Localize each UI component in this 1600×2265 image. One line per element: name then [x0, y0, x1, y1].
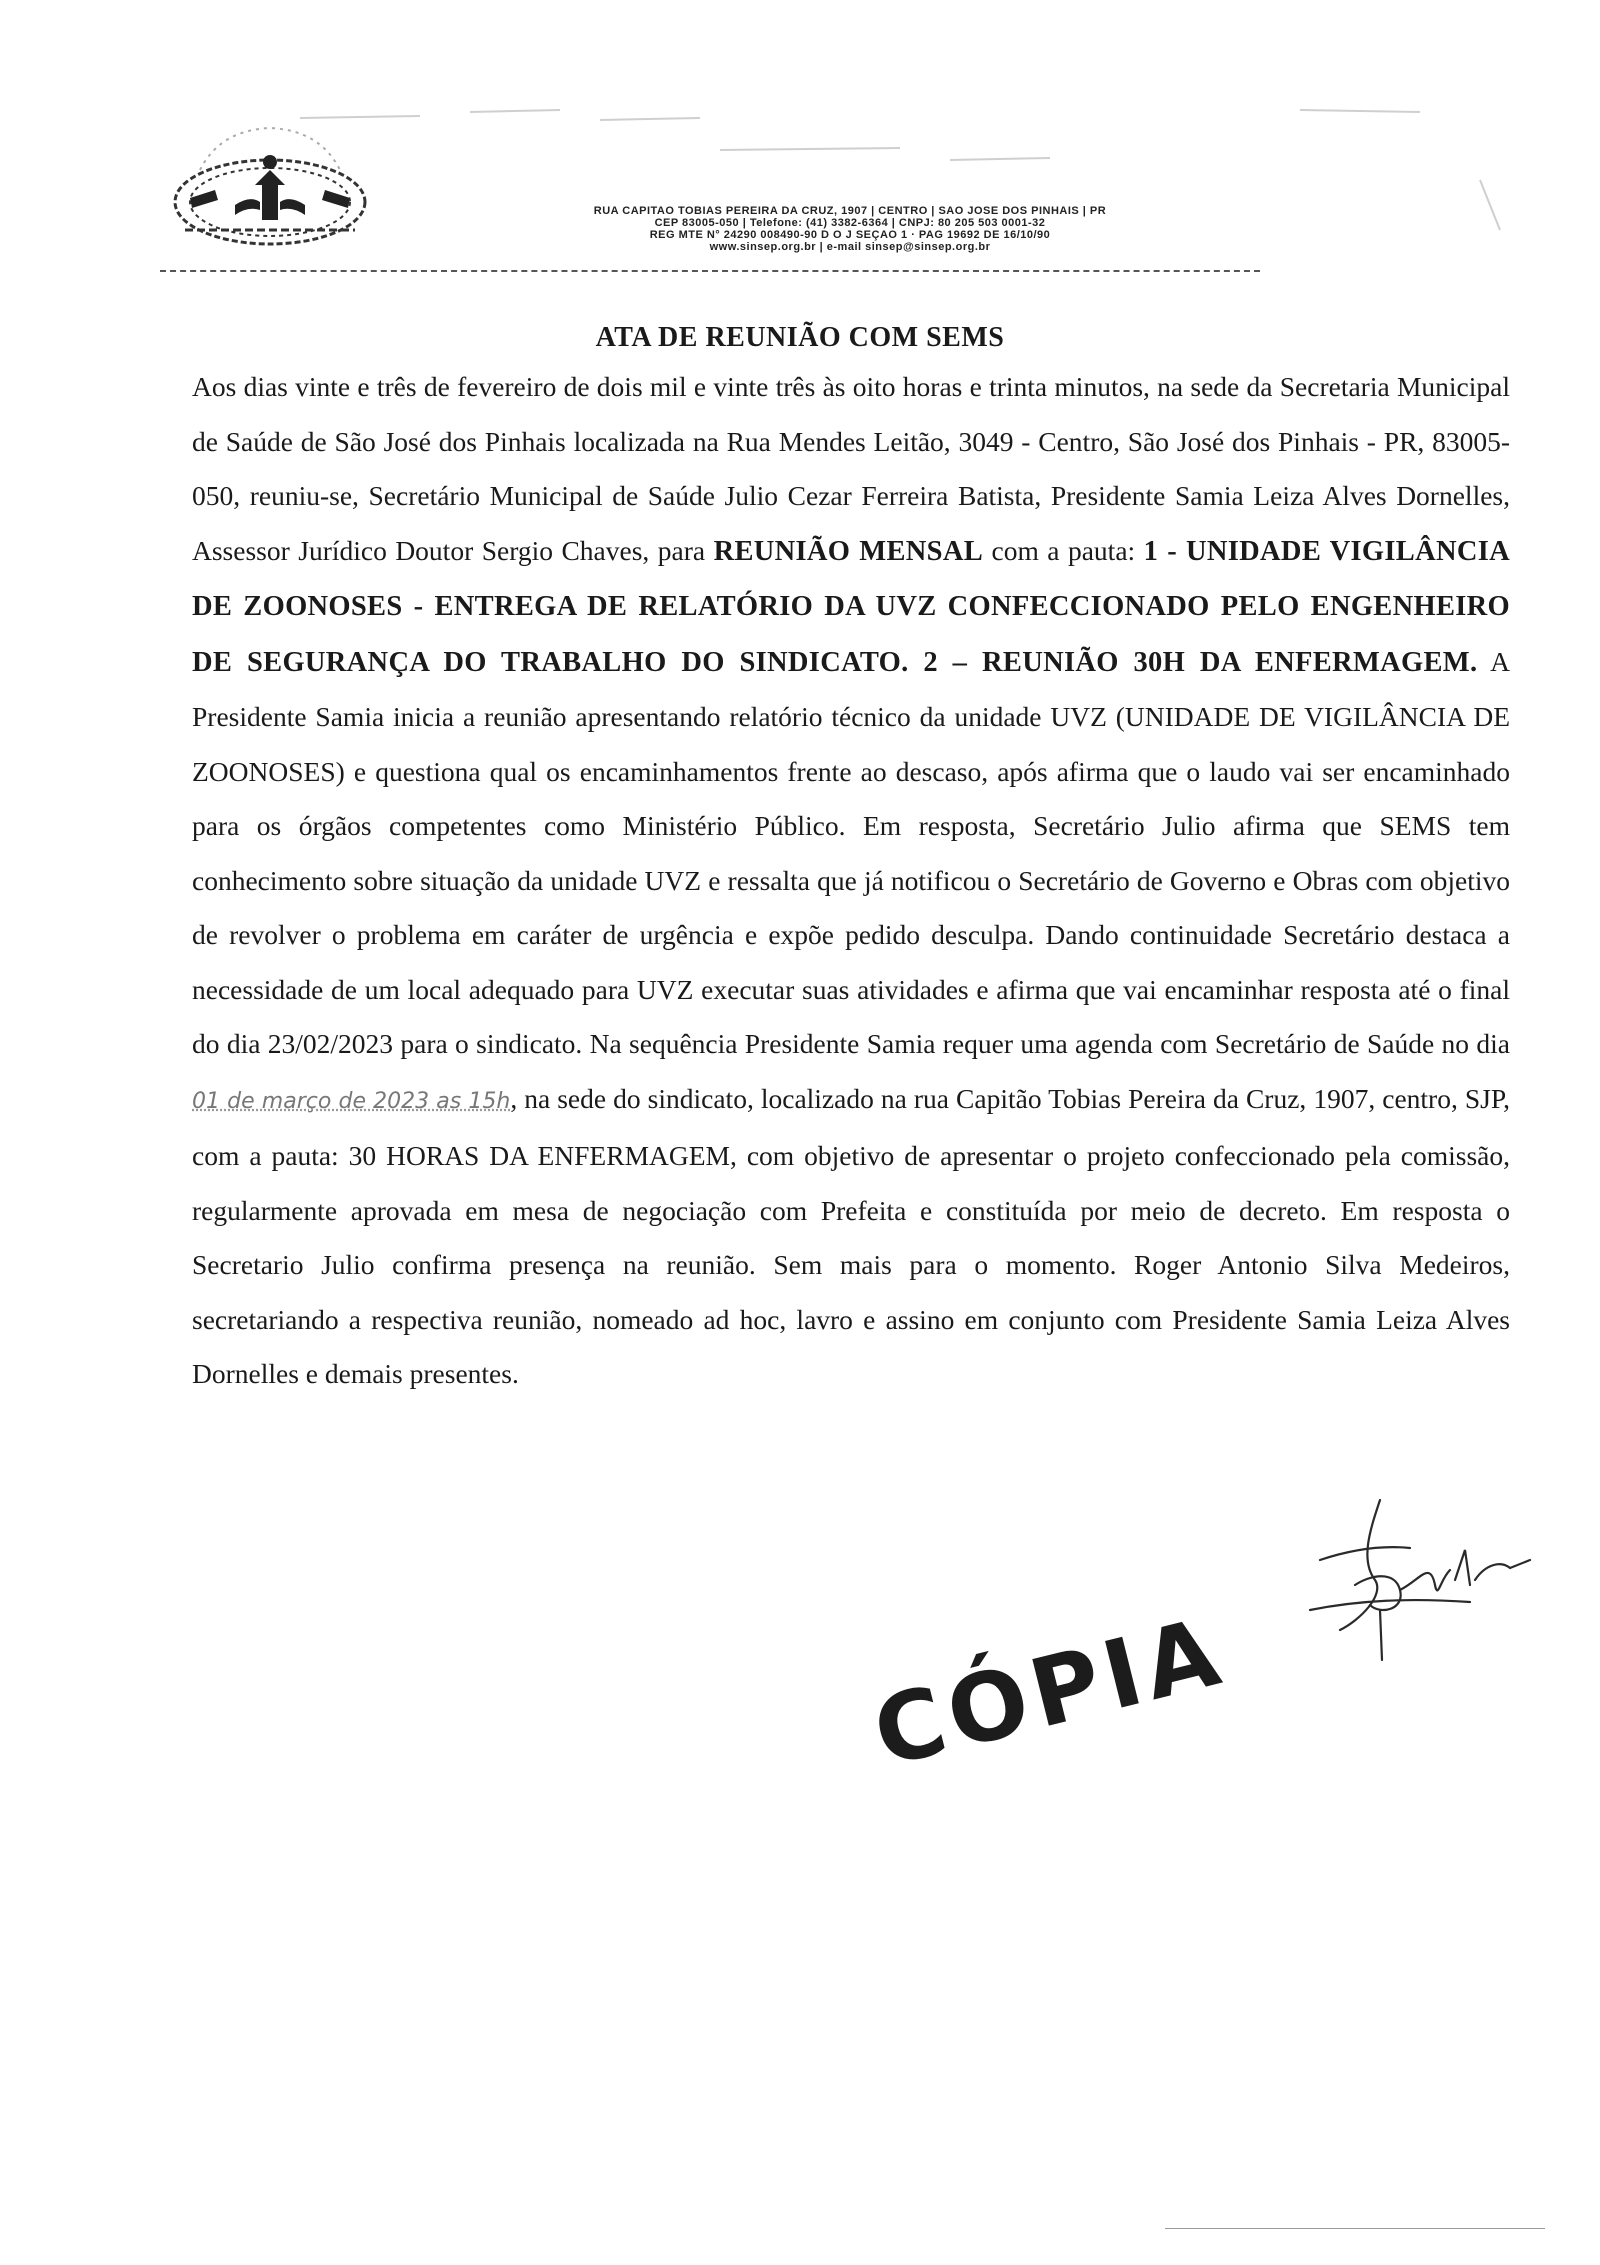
- paragraph-text: com a pauta:: [983, 534, 1144, 566]
- paragraph-text: A Presidente Samia inicia a reunião apresentando relatório técnico da unidade UVZ (UNIDADE DE VIGILÂNCIA DE ZOONOSES) e questiona qual os encaminhamentos frente ao descaso, após afirma que o laudo vai ser encaminhado para os órgãos competentes como Ministério Público. Em resposta, Secretário Julio afirma que SEMS tem conhecimento sobre situação da unidade UVZ e ressalta que já notificou o Secretário de Governo e Obras com objetivo de revolver o problema em caráter de urgência e expõe pedido desculpa. Dando continuidade Secretário destaca a necessidade de um local adequado para UVZ executar suas atividades e afirma que vai encaminhar resposta até o final do dia 23/02/2023 para o sindicato. Na sequência Presidente Samia requer uma agenda com Secretário de Saúde no dia: [192, 645, 1511, 1059]
- agenda-items: 1 - UNIDADE VIGILÂNCIA DE ZOONOSES - ENTREGA DE RELATÓRIO DA UVZ CONFECCIONADO PELO ENGENHEIRO DE SEGURANÇA DO TRABALHO DO SINDICATO. 2 – REUNIÃO 30H DA ENFERMAGEM.: [192, 535, 1510, 678]
- union-emblem-icon: [160, 110, 380, 280]
- footer-divider: [1165, 2228, 1545, 2229]
- document-title: ATA DE REUNIÃO COM SEMS: [595, 322, 1005, 353]
- meeting-minutes-body: [192, 360, 1510, 1402]
- header-divider: [160, 270, 1260, 272]
- paragraph-text: Aos dias vinte e três de fevereiro de dois mil e vinte três às oito horas e trinta minutos, na sede da Secretaria Municipal de Saúde de São José dos Pinhais localizada na Rua Mendes Leitão, 3049 - Centro, São José dos Pinhais - PR, 83005-050, reuniu-se, Secretário Municipal de Saúde Julio Cezar Ferreira Batista, Presidente Samia Leiza Alves Dornelles, Assessor Jurídico Doutor Sergio Chaves, para: [192, 371, 1510, 566]
- copy-stamp: [863, 1597, 1250, 1840]
- letterhead: [160, 100, 1540, 280]
- address-line: RUA CAPITAO TOBIAS PEREIRA DA CRUZ, 1907 | CENTRO | SAO JOSE DOS PINHAIS | PR: [593, 205, 1107, 217]
- paragraph-text: , na sede do sindicato, localizado na rua Capitão Tobias Pereira da Cruz, 1907, centro, SJP, com a pauta: 30 HORAS DA ENFERMAGEM, com objetivo de apresentar o projeto confeccionado pela comissão, regularmente aprovada em mesa de negociação com Prefeita e constituída por meio de decreto. Em resposta o Secretario Julio confirma presença na reunião. Sem mais para o momento. Roger Antonio Silva Medeiros, secretariando a respectiva reunião, nomeado ad hoc, lavro e assino em conjunto com Presidente Samia Leiza Alves Dornelles e demais presentes.: [192, 1082, 1510, 1389]
- handwritten-date: 01 de março de 2023 as 15h: [192, 1088, 511, 1114]
- stamp-text: CÓPIA: [863, 1597, 1235, 1789]
- letterhead-address: [530, 205, 1170, 253]
- bold-heading: REUNIÃO MENSAL: [713, 535, 984, 567]
- address-line: www.sinsep.org.br | e-mail sinsep@sinsep.org.br: [709, 241, 991, 253]
- signature-icon: [1300, 1490, 1550, 1670]
- address-line: REG MTE N° 24290 008490-90 D O J SEÇAO 1 · PAG 19692 DE 16/10/90: [649, 229, 1051, 241]
- address-line: CEP 83005-050 | Telefone: (41) 3382-6364 | CNPJ: 80 205 503 0001-32: [654, 217, 1046, 229]
